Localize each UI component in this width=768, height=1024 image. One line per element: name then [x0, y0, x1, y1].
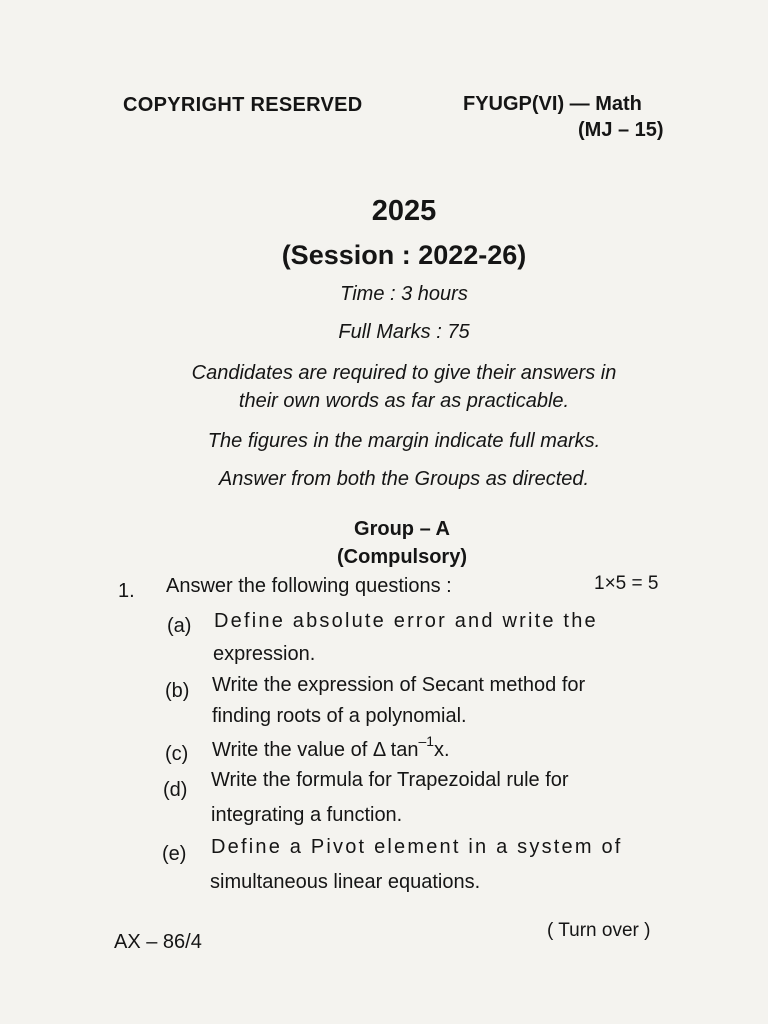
group-subtitle: (Compulsory)	[337, 546, 467, 568]
exam-year: 2025	[371, 195, 437, 227]
instruction-line-3: The figures in the margin indicate full marks.	[207, 430, 601, 452]
part-label: (e)	[162, 843, 187, 865]
copyright-notice: COPYRIGHT RESERVED	[123, 94, 363, 116]
group-title: Group – A	[354, 518, 450, 540]
question-marks: 1×5 = 5	[594, 573, 659, 594]
instruction-line-4: Answer from both the Groups as directed.	[218, 468, 590, 490]
program-title: FYUGP(VI) — Math	[463, 93, 642, 115]
inverse-exponent: –1	[418, 733, 435, 750]
instruction-line-1: Candidates are required to give their answers in	[191, 362, 617, 384]
question-text: Answer the following questions :	[166, 575, 452, 597]
part-text: Define absolute error and write the	[214, 610, 598, 632]
part-text-main: Write the value of Δ tan	[212, 739, 419, 761]
part-text: simultaneous linear equations.	[210, 871, 481, 893]
instruction-line-2: their own words as far as practicable.	[238, 390, 570, 412]
paper-footer-code: AX – 86/4	[114, 931, 202, 953]
part-label: (c)	[165, 743, 189, 765]
turn-over-note: ( Turn over )	[547, 920, 651, 941]
question-number: 1.	[118, 580, 135, 602]
exam-full-marks: Full Marks : 75	[338, 321, 470, 343]
exam-time: Time : 3 hours	[340, 283, 468, 305]
part-text: finding roots of a polynomial.	[212, 705, 467, 727]
part-text: expression.	[213, 643, 316, 665]
part-label: (a)	[167, 615, 192, 637]
paper-code: (MJ – 15)	[578, 119, 664, 141]
exam-session: (Session : 2022-26)	[281, 240, 527, 270]
part-text-tail: x.	[434, 739, 450, 761]
part-label: (b)	[165, 680, 190, 702]
part-text	[212, 733, 450, 762]
part-label: (d)	[163, 779, 188, 801]
part-text: Write the expression of Secant method for	[212, 674, 586, 696]
part-text: integrating a function.	[211, 804, 403, 826]
part-text: Define a Pivot element in a system of	[211, 836, 623, 858]
part-text: Write the formula for Trapezoidal rule for	[211, 769, 569, 791]
